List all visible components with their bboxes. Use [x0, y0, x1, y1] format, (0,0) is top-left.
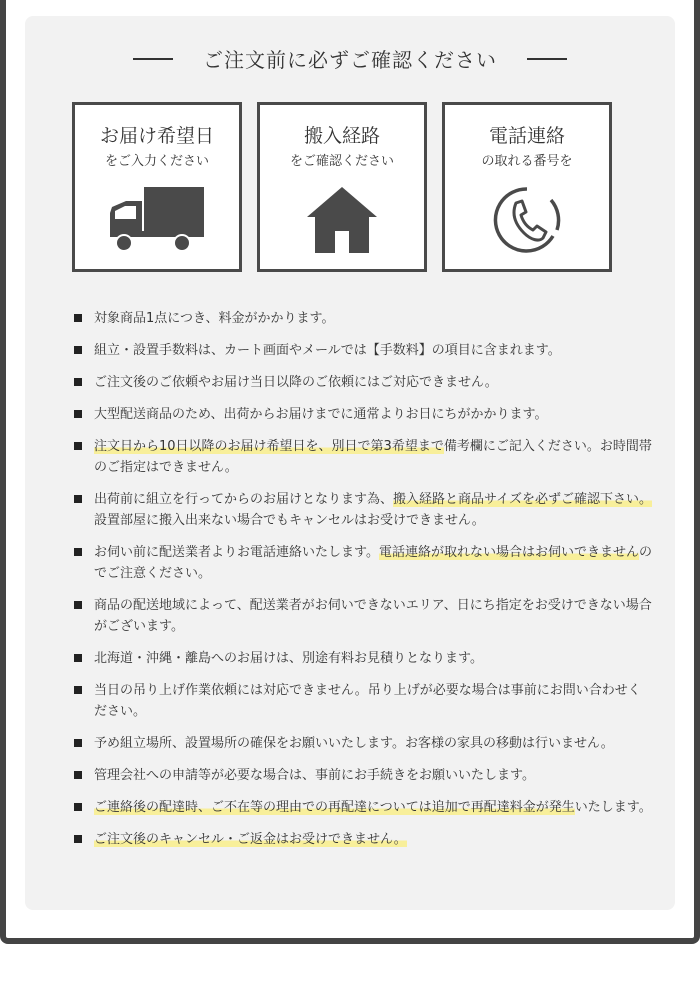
- note-highlighted-text: ご連絡後の配達時、ご不在等の理由での再配達については追加で再配達料金が発生: [94, 800, 575, 815]
- house-icon: [260, 185, 424, 255]
- list-item: [72, 765, 652, 786]
- notice-panel: [25, 16, 675, 910]
- list-item: [72, 436, 652, 478]
- bullet-square-icon: [74, 378, 82, 386]
- note-text: 当日の吊り上げ作業依頼には対応できません。吊り上げが必要な場合は事前にお問い合わせください。: [94, 683, 641, 719]
- card-subtitle: の取れる番号を: [481, 154, 573, 169]
- title-right-line: [527, 58, 567, 60]
- note-text: 管理会社への申請等が必要な場合は、事前にお手続きをお願いいたします。: [94, 768, 535, 783]
- phone-icon: [445, 185, 609, 255]
- card-delivery-date: [72, 102, 242, 272]
- note-text: 設置部屋に搬入出来ない場合でもキャンセルはお受けできません。: [94, 513, 485, 528]
- bullet-square-icon: [74, 410, 82, 418]
- note-highlighted-text: ご注文後のキャンセル・ご返金はお受けできません。: [94, 832, 407, 847]
- note-text: のでご注意ください。: [94, 545, 652, 581]
- bullet-square-icon: [74, 686, 82, 694]
- bullet-square-icon: [74, 495, 82, 503]
- bullet-square-icon: [74, 442, 82, 450]
- card-delivery-route: [257, 102, 427, 272]
- truck-icon: [75, 185, 239, 255]
- list-item: [72, 372, 652, 393]
- note-text: 組立・設置手数料は、カート画面やメールでは【手数料】の項目に含まれます。: [94, 343, 561, 358]
- bullet-square-icon: [74, 346, 82, 354]
- bullet-square-icon: [74, 548, 82, 556]
- list-item: [72, 595, 652, 637]
- card-title: お届け希望日: [99, 125, 214, 147]
- title-row: [25, 44, 675, 73]
- note-text: 商品の配送地域によって、配送業者がお伺いできないエリア、日にち指定をお受けできない場合がございます。: [94, 598, 652, 634]
- card-title: 搬入経路: [303, 125, 380, 147]
- list-item: [72, 829, 652, 850]
- bullet-square-icon: [74, 601, 82, 609]
- page-title: ご注文前に必ずご確認ください: [203, 48, 497, 72]
- bullet-square-icon: [74, 771, 82, 779]
- bullet-square-icon: [74, 803, 82, 811]
- list-item: [72, 489, 652, 531]
- note-text: 対象商品1点につき、料金がかかります。: [94, 311, 335, 326]
- list-item: [72, 648, 652, 669]
- bullet-square-icon: [74, 739, 82, 747]
- note-text: ご注文後のご依頼やお届け当日以降のご依頼にはご対応できません。: [94, 375, 498, 390]
- list-item: [72, 797, 652, 818]
- note-highlighted-text: 注文日から10日以降のお届け希望日を、別日で第3希望まで: [94, 439, 444, 454]
- list-item: [72, 308, 652, 329]
- card-subtitle: をご確認ください: [289, 154, 394, 169]
- note-text: 大型配送商品のため、出荷からお届けまでに通常よりお日にちがかかります。: [94, 407, 548, 422]
- info-cards: [72, 102, 612, 272]
- bullet-square-icon: [74, 654, 82, 662]
- notes-list: [72, 308, 652, 861]
- note-text: いたします。: [574, 800, 652, 815]
- note-text: 予め組立場所、設置場所の確保をお願いいたします。お客様の家具の移動は行いません。: [94, 736, 614, 751]
- title-left-line: [133, 58, 173, 60]
- note-highlighted-text: 搬入経路と商品サイズを必ずご確認下さい。: [393, 492, 652, 507]
- note-text: 北海道・沖縄・離島へのお届けは、別途有料お見積りとなります。: [94, 651, 483, 666]
- list-item: [72, 404, 652, 425]
- bullet-square-icon: [74, 835, 82, 843]
- card-phone-contact: [442, 102, 612, 272]
- list-item: [72, 340, 652, 361]
- card-title: 電話連絡: [488, 125, 565, 147]
- card-subtitle: をご入力ください: [104, 154, 209, 169]
- note-highlighted-text: 電話連絡が取れない場合はお伺いできません: [378, 545, 639, 560]
- note-text: 備考欄にご記入ください。お時間帯のご指定はできません。: [94, 439, 652, 475]
- bullet-square-icon: [74, 314, 82, 322]
- note-text: 出荷前に組立を行ってからのお届けとなります為、: [94, 492, 394, 507]
- list-item: [72, 542, 652, 584]
- list-item: [72, 680, 652, 722]
- note-text: お伺い前に配送業者よりお電話連絡いたします。: [94, 545, 379, 560]
- list-item: [72, 733, 652, 754]
